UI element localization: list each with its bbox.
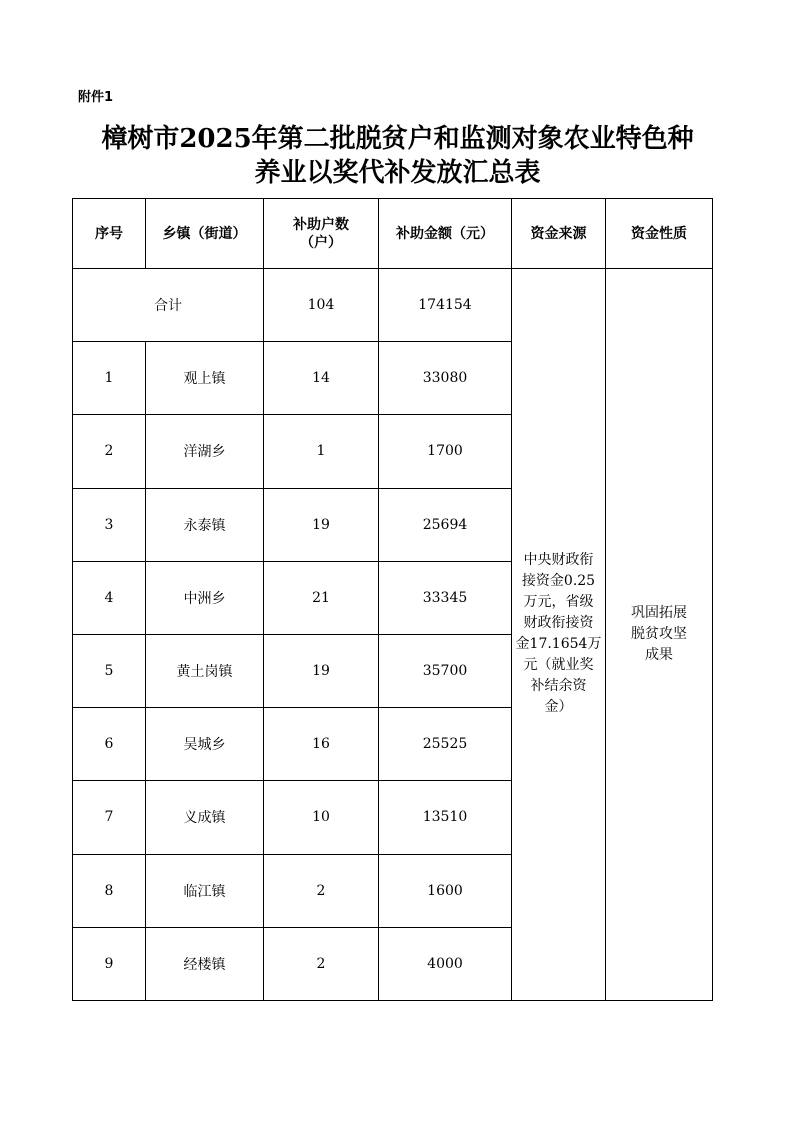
row-town: 黄土岗镇 [146, 634, 264, 707]
row-amount: 1600 [379, 854, 512, 927]
row-seq: 9 [73, 927, 146, 1000]
total-households: 104 [264, 269, 379, 342]
funding-source-cell [512, 269, 606, 1001]
summary-table [72, 198, 713, 1001]
header-households-line1: 补助户数 [293, 216, 349, 233]
row-amount: 25694 [379, 488, 512, 561]
funding-source-line: 补结余资 [530, 678, 587, 695]
funding-source-line: 财政衔接资 [523, 615, 594, 632]
header-households-line2: （户） [300, 234, 342, 251]
row-households: 1 [264, 415, 379, 488]
row-seq: 6 [73, 708, 146, 781]
total-row [73, 269, 713, 342]
row-seq: 2 [73, 415, 146, 488]
funding-source-line: 万元，省级 [523, 594, 594, 611]
row-households: 14 [264, 342, 379, 415]
row-households: 16 [264, 708, 379, 781]
row-town: 经楼镇 [146, 927, 264, 1000]
funding-source-line: 中央财政衔 [523, 552, 594, 569]
header-row [73, 199, 713, 269]
row-amount: 33345 [379, 561, 512, 634]
row-town: 观上镇 [146, 342, 264, 415]
row-households: 10 [264, 781, 379, 854]
total-amount: 174154 [379, 269, 512, 342]
funding-source-line: 金17.1654万 [515, 636, 602, 653]
row-amount: 4000 [379, 927, 512, 1000]
row-seq: 4 [73, 561, 146, 634]
row-town: 洋湖乡 [146, 415, 264, 488]
header-amount: 补助金额（元） [379, 199, 512, 269]
row-households: 19 [264, 488, 379, 561]
row-seq: 5 [73, 634, 146, 707]
row-town: 义成镇 [146, 781, 264, 854]
attachment-label: 附件1 [78, 90, 114, 105]
row-amount: 33080 [379, 342, 512, 415]
row-seq: 7 [73, 781, 146, 854]
row-amount: 35700 [379, 634, 512, 707]
funding-nature-cell [606, 269, 713, 1001]
row-seq: 1 [73, 342, 146, 415]
row-amount: 1700 [379, 415, 512, 488]
row-households: 2 [264, 854, 379, 927]
title-line-2: 养业以奖代补发放汇总表 [254, 158, 541, 188]
row-amount: 25525 [379, 708, 512, 781]
funding-nature-line: 成果 [645, 646, 673, 663]
header-households [264, 199, 379, 269]
row-town: 吴城乡 [146, 708, 264, 781]
funding-nature-line: 巩固拓展 [631, 604, 687, 621]
row-households: 21 [264, 561, 379, 634]
row-town: 永泰镇 [146, 488, 264, 561]
funding-source-line: 接资金0.25 [521, 573, 596, 590]
row-town: 中洲乡 [146, 561, 264, 634]
total-label: 合计 [73, 269, 264, 342]
header-town: 乡镇（街道） [146, 199, 264, 269]
header-source: 资金来源 [512, 199, 606, 269]
funding-source-line: 金） [544, 699, 573, 716]
row-seq: 8 [73, 854, 146, 927]
row-households: 2 [264, 927, 379, 1000]
row-amount: 13510 [379, 781, 512, 854]
funding-nature-line: 脱贫攻坚 [631, 625, 687, 642]
header-nature: 资金性质 [606, 199, 713, 269]
header-seq: 序号 [73, 199, 146, 269]
page-title [60, 122, 735, 190]
row-households: 19 [264, 634, 379, 707]
funding-source-line: 元（就业奖 [523, 657, 594, 674]
title-line-1: 樟树市2025年第二批脱贫户和监测对象农业特色种 [101, 124, 694, 154]
row-town: 临江镇 [146, 854, 264, 927]
row-seq: 3 [73, 488, 146, 561]
